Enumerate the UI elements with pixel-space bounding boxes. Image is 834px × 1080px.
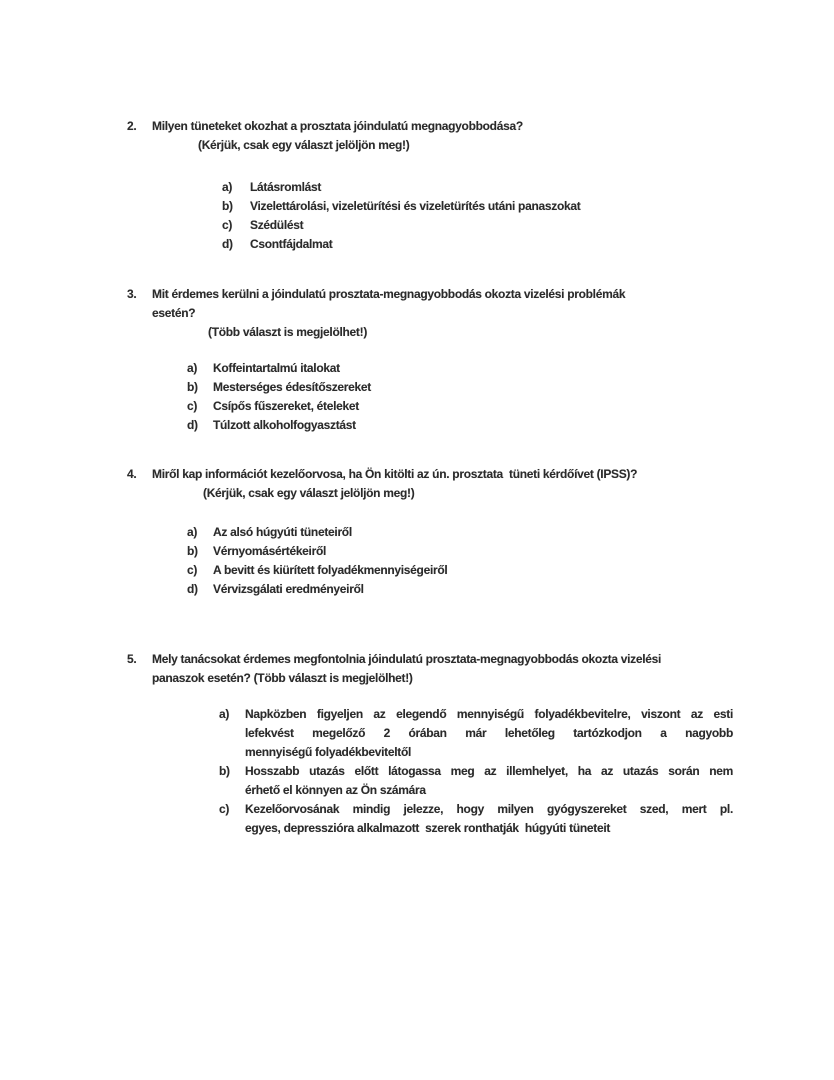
option-text — [245, 705, 733, 762]
option-row — [187, 523, 752, 542]
option-letter: b) — [187, 544, 198, 558]
text-line: Vérnyomásértékeiről — [213, 544, 327, 558]
text-line: esetén? — [152, 306, 196, 320]
question-instruction: (Több választ is megjelölhet!) — [208, 325, 368, 339]
text-line: Mit érdemes kerülni a jóindulatú prosztata-megnagyobbodás okozta vizelési problémák — [152, 287, 626, 301]
option-letter: a) — [222, 180, 233, 194]
option-text — [213, 416, 752, 435]
option-letter: c) — [219, 802, 230, 816]
option-letter: c) — [222, 218, 233, 232]
option-row — [187, 397, 752, 416]
text-line: Vizelettárolási, vizeletürítési és vizeletürítés utáni panaszokat — [250, 199, 581, 213]
text-line: Koffeintartalmú italokat — [213, 361, 340, 375]
options-list — [187, 359, 752, 435]
question-header — [127, 117, 752, 136]
text-line: érhető el könnyen az Ön számára — [245, 783, 426, 797]
option-row — [187, 580, 752, 599]
text-line: Milyen tüneteket okozhat a prosztata jóindulatú megnagyobbodása? — [152, 119, 523, 133]
option-text — [213, 580, 752, 599]
text-line: Hosszabb utazás előtt látogassa meg az illemhelyet, ha az utazás során nem — [245, 764, 733, 778]
option-letter: d) — [222, 237, 233, 251]
option-letter: d) — [187, 582, 198, 596]
question-title — [152, 117, 752, 136]
text-line: Csontfájdalmat — [250, 237, 333, 251]
option-row — [219, 705, 752, 762]
option-text — [213, 561, 752, 580]
question-block — [127, 285, 752, 435]
question-block — [127, 465, 752, 599]
option-letter: c) — [187, 399, 198, 413]
option-letter: d) — [187, 418, 198, 432]
text-line: panaszok esetén? (Több választ is megjelölhet!) — [152, 671, 413, 685]
question-title — [152, 650, 752, 688]
option-text — [250, 178, 752, 197]
text-line: Vérvizsgálati eredményeiről — [213, 582, 364, 596]
question-header — [127, 285, 752, 323]
option-text — [213, 523, 752, 542]
options-list — [222, 178, 752, 254]
option-row — [219, 800, 752, 838]
option-text — [213, 378, 752, 397]
question-block — [127, 650, 752, 838]
question-header — [127, 650, 752, 688]
option-text — [250, 235, 752, 254]
question-number: 2. — [127, 119, 137, 133]
option-letter: c) — [187, 563, 198, 577]
option-row — [222, 235, 752, 254]
question-number: 4. — [127, 467, 137, 481]
text-line: Az alsó húgyúti tüneteiről — [213, 525, 352, 539]
option-row — [187, 542, 752, 561]
option-text — [250, 216, 752, 235]
question-block — [127, 117, 752, 254]
text-line: Kezelőorvosának mindig jelezze, hogy milyen gyógyszereket szed, mert pl. — [245, 802, 733, 816]
text-line: lefekvést megelőző 2 órában már lehetőleg tartózkodjon a nagyobb — [245, 726, 733, 740]
option-text — [245, 762, 733, 800]
text-line: Miről kap információt kezelőorvosa, ha Ön kitölti az ún. prosztata tüneti kérdőívet (IPSS)? — [152, 467, 638, 481]
option-letter: a) — [219, 707, 230, 721]
option-row — [222, 178, 752, 197]
option-text — [213, 542, 752, 561]
text-line: Mely tanácsokat érdemes megfontolnia jóindulatú prosztata-megnagyobbodás okozta vizelési — [152, 652, 662, 666]
option-row — [222, 216, 752, 235]
option-letter: b) — [222, 199, 233, 213]
text-line: Látásromlást — [250, 180, 322, 194]
option-row — [187, 416, 752, 435]
options-list — [219, 705, 752, 838]
text-line: Szédülést — [250, 218, 304, 232]
question-title — [152, 465, 752, 484]
option-row — [219, 762, 752, 800]
text-line: mennyiségű folyadékbeviteltől — [245, 745, 412, 759]
option-row — [222, 197, 752, 216]
option-letter: a) — [187, 361, 198, 375]
option-text — [213, 397, 752, 416]
text-line: Napközben figyeljen az elegendő mennyiségű folyadékbevitelre, viszont az esti — [245, 707, 733, 721]
option-text — [250, 197, 752, 216]
text-line: Mesterséges édesítőszereket — [213, 380, 371, 394]
option-row — [187, 561, 752, 580]
question-number: 5. — [127, 652, 137, 666]
option-text — [213, 359, 752, 378]
text-line: A bevitt és kiürített folyadékmennyiségeiről — [213, 563, 448, 577]
question-header — [127, 465, 752, 484]
question-title — [152, 285, 752, 323]
option-letter: a) — [187, 525, 198, 539]
option-letter: b) — [219, 764, 230, 778]
option-letter: b) — [187, 380, 198, 394]
option-row — [187, 378, 752, 397]
question-instruction: (Kérjük, csak egy választ jelöljön meg!) — [203, 486, 415, 500]
option-text — [245, 800, 733, 838]
questions-container — [127, 117, 752, 838]
text-line: Túlzott alkoholfogyasztást — [213, 418, 356, 432]
question-instruction: (Kérjük, csak egy választ jelöljön meg!) — [198, 138, 410, 152]
options-list — [187, 523, 752, 599]
text-line: Csípős fűszereket, ételeket — [213, 399, 359, 413]
text-line: egyes, depresszióra alkalmazott szerek ronthatják húgyúti tüneteit — [245, 821, 611, 835]
question-number: 3. — [127, 287, 137, 301]
option-row — [187, 359, 752, 378]
